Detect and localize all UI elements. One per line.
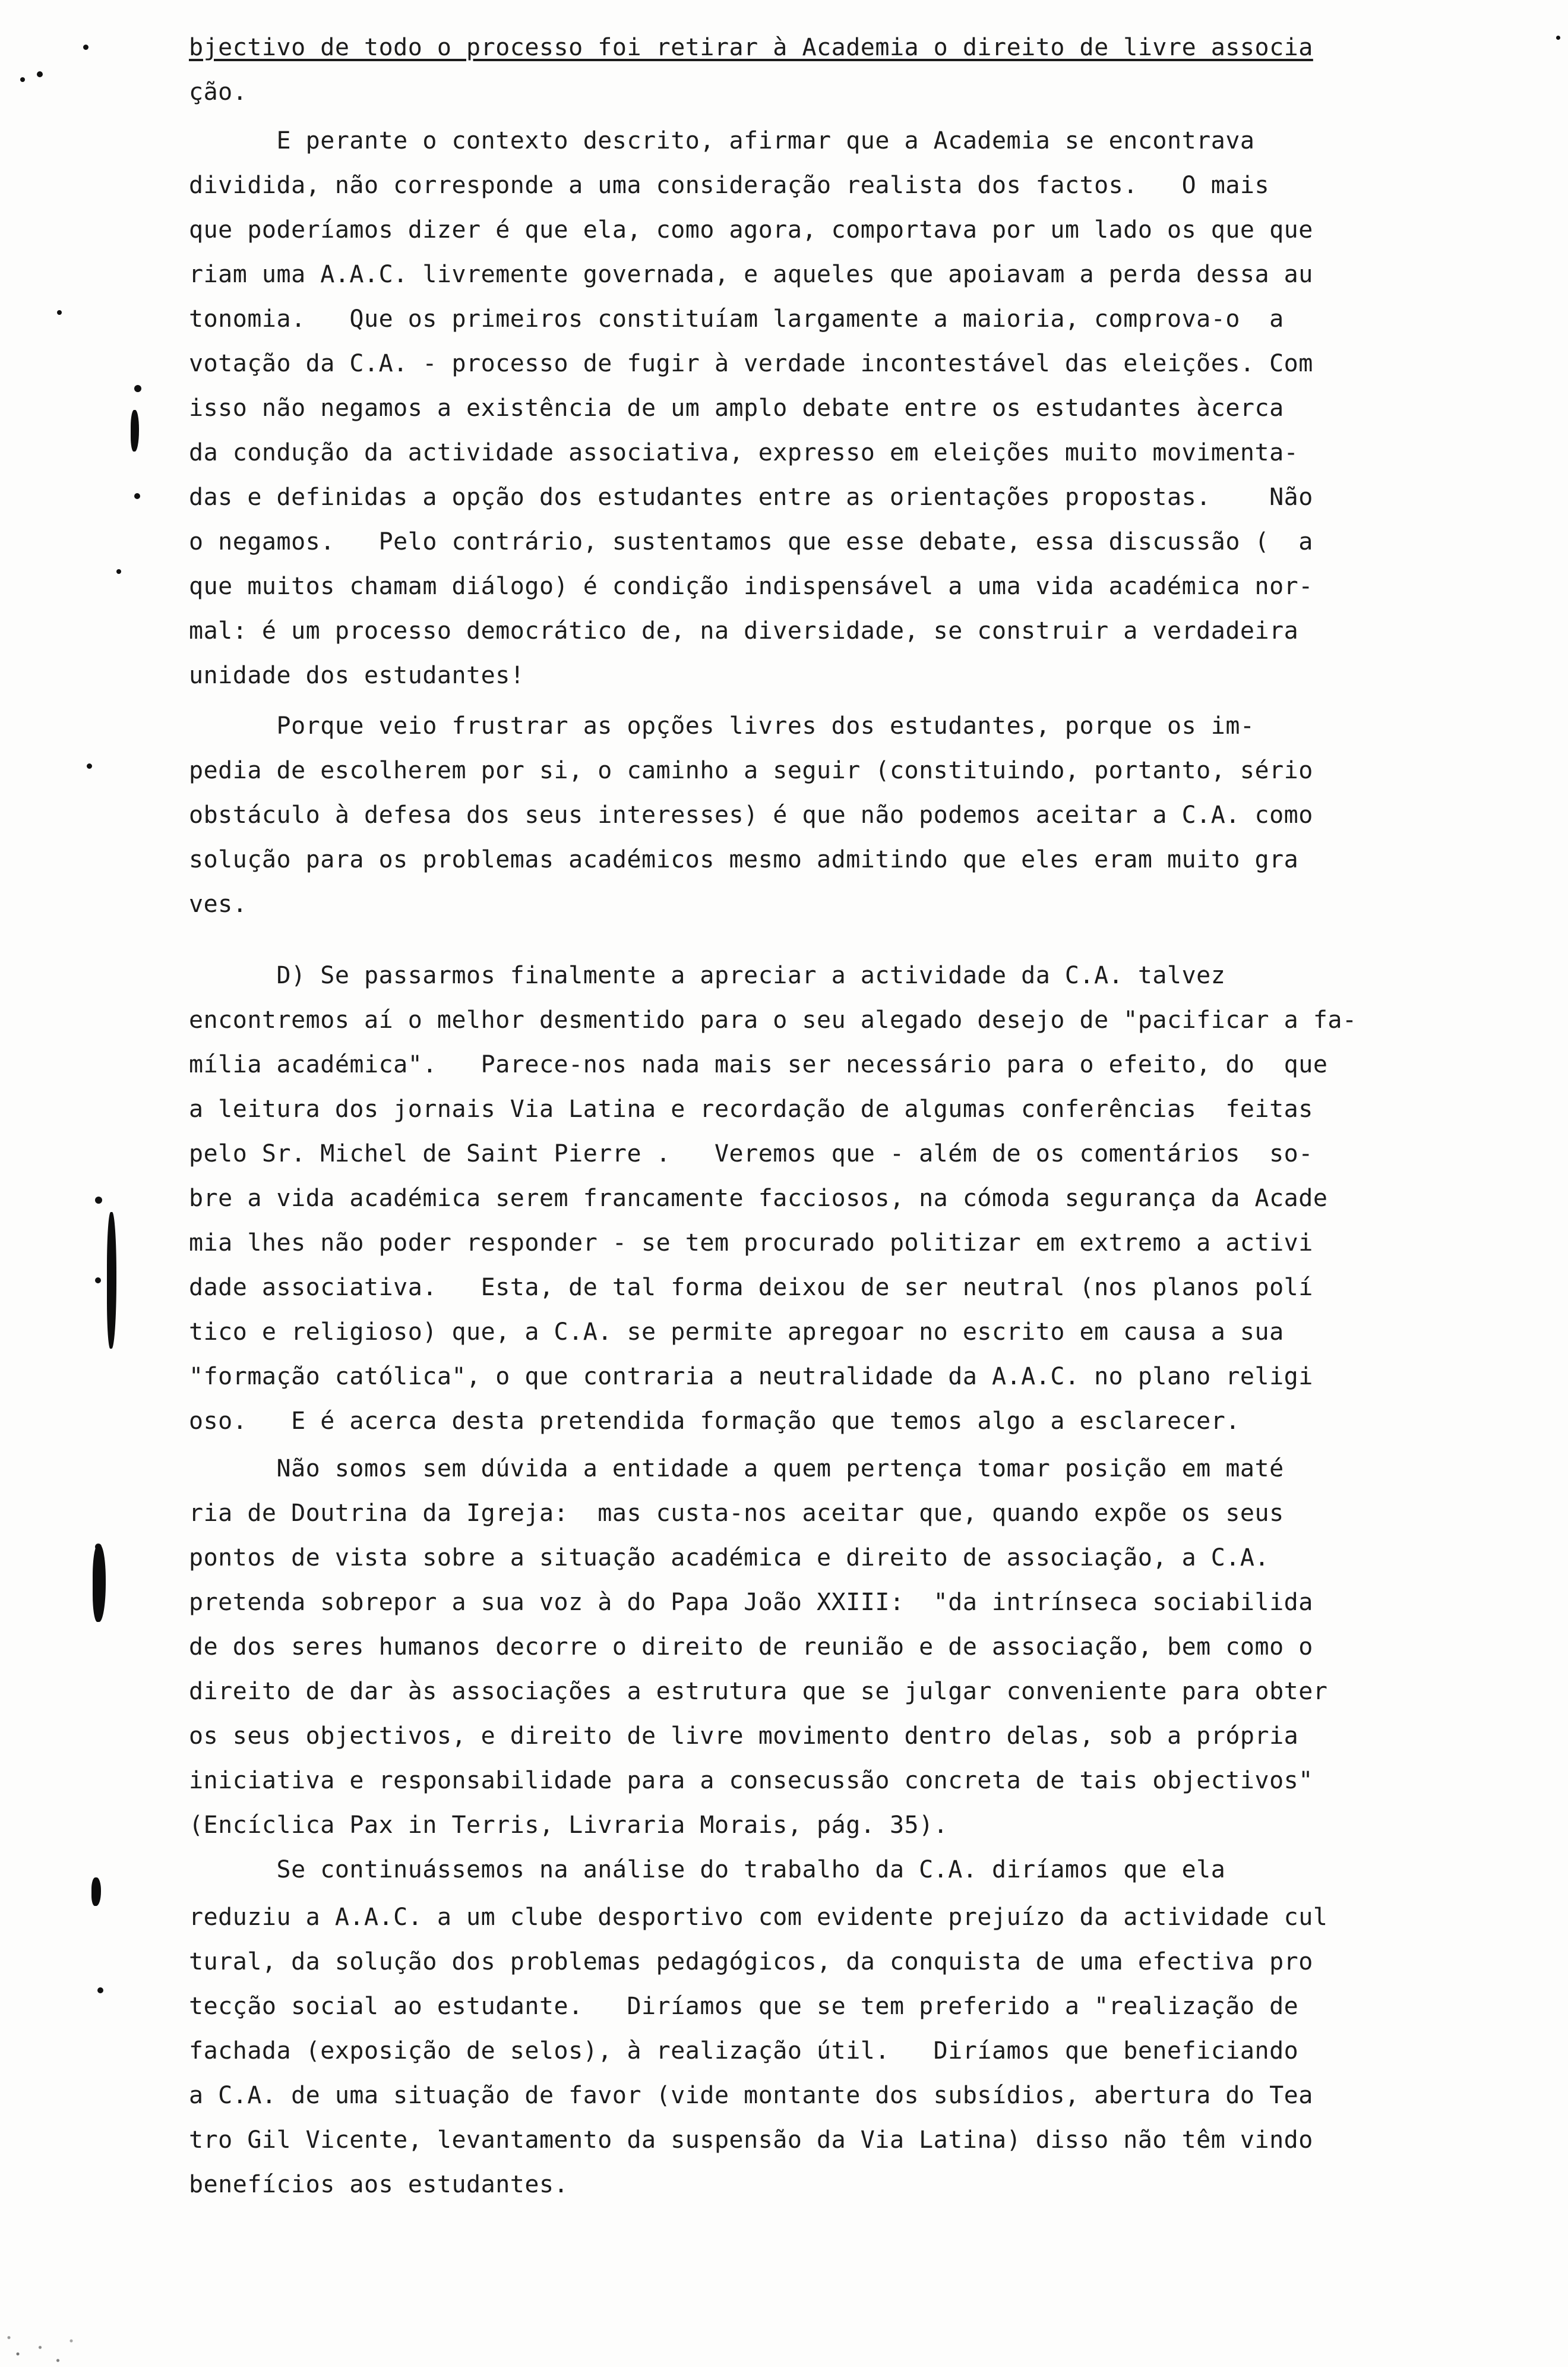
text-line: ria de Doutrina da Igreja: mas custa-nos aceitar que, quando expõe os seus xyxy=(189,1500,1284,1527)
text-line: da condução da actividade associativa, expresso em eleições muito movimenta- xyxy=(189,439,1299,466)
scan-speck xyxy=(97,1987,103,1993)
text-line: tico e religioso) que, a C.A. se permite apregoar no escrito em causa a sua xyxy=(189,1318,1284,1346)
text-line: tecção social ao estudante. Diríamos que se tem preferido a "realização de xyxy=(189,1993,1299,2020)
scan-speck xyxy=(1556,36,1560,40)
scan-speck xyxy=(116,569,121,574)
text-line: a C.A. de uma situação de favor (vide montante dos subsídios, abertura do Tea xyxy=(189,2082,1313,2109)
scan-speck xyxy=(95,1277,101,1283)
text-line: ves. xyxy=(189,891,248,918)
text-line: E perante o contexto descrito, afirmar que a Academia se encontrava xyxy=(189,127,1255,154)
text-line: os seus objectivos, e direito de livre movimento dentro delas, sob a própria xyxy=(189,1722,1299,1750)
text-line: tonomia. Que os primeiros constituíam largamente a maioria, comprova-o a xyxy=(189,305,1284,333)
text-line: que poderíamos dizer é que ela, como agora, comportava por um lado os que que xyxy=(189,216,1313,244)
text-line: obstáculo à defesa dos seus interesses) é que não podemos aceitar a C.A. como xyxy=(189,801,1313,829)
scan-speck xyxy=(95,1197,102,1204)
text-line: encontremos aí o melhor desmentido para o seu alegado desejo de "pacificar a fa- xyxy=(189,1006,1357,1034)
text-line: pelo Sr. Michel de Saint Pierre . Veremos que - além de os comentários so- xyxy=(189,1140,1313,1167)
text-line: Porque veio frustrar as opções livres dos estudantes, porque os im- xyxy=(189,712,1255,740)
text-line: pontos de vista sobre a situação académica e direito de associação, a C.A. xyxy=(189,1544,1270,1571)
scan-stain xyxy=(91,1877,101,1906)
text-line: dividida, não corresponde a uma consideração realista dos factos. O mais xyxy=(189,172,1270,199)
text-line: iniciativa e responsabilidade para a consecussão concreta de tais objectivos" xyxy=(189,1767,1313,1794)
text-line: a leitura dos jornais Via Latina e recordação de algumas conferências feitas xyxy=(189,1096,1313,1123)
text-line: tro Gil Vicente, levantamento da suspensão da Via Latina) disso não têm vindo xyxy=(189,2126,1313,2154)
text-line: pedia de escolherem por si, o caminho a seguir (constituindo, portanto, sério xyxy=(189,757,1313,784)
text-line: dade associativa. Esta, de tal forma deixou de ser neutral (nos planos polí xyxy=(189,1274,1313,1301)
text-line: riam uma A.A.C. livremente governada, e aqueles que apoiavam a perda dessa au xyxy=(189,261,1313,288)
text-line: fachada (exposição de selos), à realização útil. Diríamos que beneficiando xyxy=(189,2037,1299,2065)
text-line: direito de dar às associações a estrutura que se julgar conveniente para obter xyxy=(189,1678,1328,1705)
text-line: o negamos. Pelo contrário, sustentamos que esse debate, essa discussão ( a xyxy=(189,528,1313,556)
scan-corner-noise xyxy=(0,2302,89,2367)
text-line: que muitos chamam diálogo) é condição indispensável a uma vida académica nor- xyxy=(189,573,1313,600)
text-line: bre a vida académica serem francamente facciosos, na cómoda segurança da Acade xyxy=(189,1185,1328,1212)
scan-speck xyxy=(57,310,62,315)
text-line: das e definidas a opção dos estudantes entre as orientações propostas. Não xyxy=(189,484,1313,511)
text-line: ção. xyxy=(189,78,248,106)
text-line: D) Se passarmos finalmente a apreciar a actividade da C.A. talvez xyxy=(189,962,1226,989)
text-line: Não somos sem dúvida a entidade a quem pertença tomar posição em maté xyxy=(189,1455,1284,1482)
text-line: benefícios aos estudantes. xyxy=(189,2171,569,2198)
text-line: unidade dos estudantes! xyxy=(189,662,525,689)
text-line: oso. E é acerca desta pretendida formação que temos algo a esclarecer. xyxy=(189,1407,1240,1435)
text-line: mília académica". Parece-nos nada mais ser necessário para o efeito, do que xyxy=(189,1051,1328,1078)
scan-speck xyxy=(87,763,92,769)
text-line: (Encíclica Pax in Terris, Livraria Morais, pág. 35). xyxy=(189,1811,949,1839)
text-line: "formação católica", o que contraria a neutralidade da A.A.C. no plano religi xyxy=(189,1363,1313,1390)
text-line: Se continuássemos na análise do trabalho da C.A. diríamos que ela xyxy=(189,1856,1226,1883)
scan-speck xyxy=(20,77,25,82)
scan-stain xyxy=(107,1212,116,1349)
text-line: mia lhes não poder responder - se tem procurado politizar em extremo a activi xyxy=(189,1229,1313,1257)
scan-speck xyxy=(83,45,88,50)
text-line: reduziu a A.A.C. a um clube desportivo com evidente prejuízo da actividade cul xyxy=(189,1904,1328,1931)
scan-speck xyxy=(37,71,43,77)
scan-speck xyxy=(134,385,141,392)
text-line: bjectivo de todo o processo foi retirar à Academia o direito de livre associa xyxy=(189,34,1313,61)
text-line: pretenda sobrepor a sua voz à do Papa João XXIII: "da intrínseca sociabilida xyxy=(189,1589,1313,1616)
scan-speck xyxy=(134,493,140,499)
text-line: isso não negamos a existência de um amplo debate entre os estudantes àcerca xyxy=(189,394,1284,422)
text-line: votação da C.A. - processo de fugir à verdade incontestável das eleições. Com xyxy=(189,350,1313,377)
text-line: solução para os problemas académicos mesmo admitindo que eles eram muito gra xyxy=(189,846,1299,873)
text-line: mal: é um processo democrático de, na diversidade, se construir a verdadeira xyxy=(189,617,1299,645)
scan-stain xyxy=(93,1545,106,1622)
scan-stain xyxy=(131,410,139,452)
text-line: de dos seres humanos decorre o direito de reunião e de associação, bem como o xyxy=(189,1633,1313,1661)
text-line: tural, da solução dos problemas pedagógicos, da conquista de uma efectiva pro xyxy=(189,1948,1313,1975)
